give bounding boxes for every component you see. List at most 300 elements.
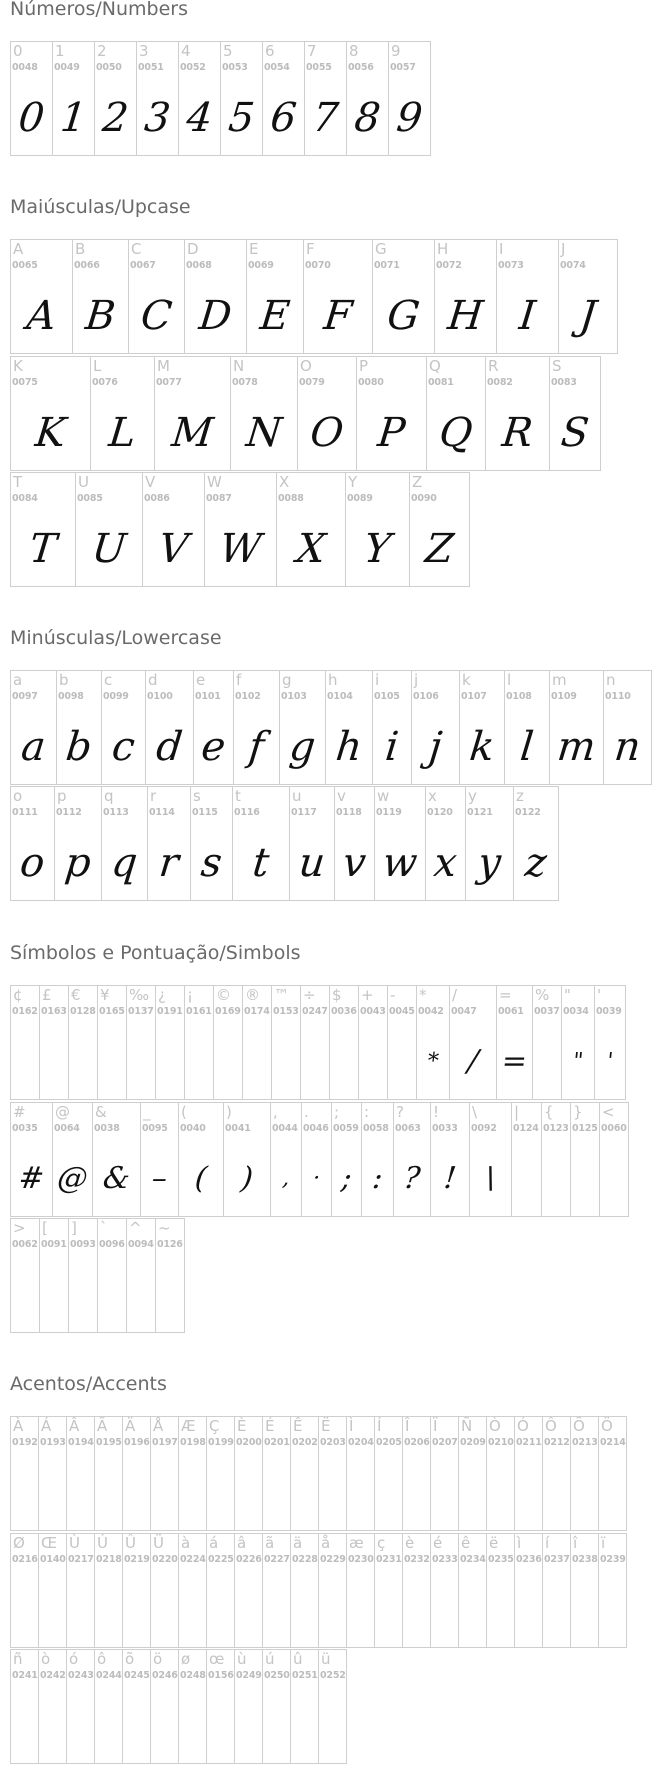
glyph-char-label: ) [226, 1103, 232, 1121]
glyph-char-label: ¿ [158, 986, 166, 1004]
glyph-code-label: 0224 [180, 1554, 206, 1565]
glyph-sample: , [281, 1166, 291, 1191]
glyph-sample [66, 1455, 95, 1530]
glyph-char-label: a [13, 671, 23, 689]
glyph-char-label: $ [332, 986, 342, 1004]
glyph-sample [94, 1688, 123, 1763]
glyph-char-label: \ [472, 1103, 478, 1121]
glyph-code-label: 0115 [192, 807, 218, 818]
glyph-code-label: 0193 [40, 1437, 66, 1448]
glyph-sample: b [63, 723, 95, 770]
glyph-sample: D [197, 292, 234, 339]
glyph-char-label: é [433, 1534, 443, 1552]
glyph-sample: = [500, 1044, 529, 1079]
glyph-code-label: 0229 [320, 1554, 346, 1565]
glyph-code-label: 0098 [58, 691, 84, 702]
glyph-char-label: 8 [349, 42, 359, 60]
glyph-cell [430, 1102, 470, 1217]
glyph-cell [246, 239, 304, 354]
glyph-sample [155, 1024, 185, 1099]
glyph-cell [10, 1218, 40, 1333]
glyph-sample [402, 1572, 431, 1647]
glyph-sample: i [383, 723, 401, 770]
glyph-char-label: Z [412, 473, 423, 491]
glyph-code-label: 0204 [348, 1437, 374, 1448]
glyph-sample [122, 1572, 151, 1647]
glyph-char-label: " [564, 986, 571, 1004]
glyph-cell [465, 786, 514, 901]
glyph-sample: h [333, 723, 365, 770]
glyph-code-label: 0093 [70, 1239, 96, 1250]
glyph-code-label: 0060 [601, 1123, 627, 1134]
glyph-cell [496, 985, 533, 1100]
glyph-sample [514, 1572, 543, 1647]
glyph-sample [234, 1688, 263, 1763]
glyph-code-label: 0110 [605, 691, 631, 702]
glyph-sample: t [250, 839, 272, 886]
glyph-code-label: 0137 [128, 1006, 154, 1017]
glyph-char-label: Q [429, 357, 441, 375]
glyph-sample: y [475, 839, 504, 886]
glyph-sample: ( [193, 1161, 209, 1196]
glyph-cell [598, 1533, 627, 1648]
glyph-code-label: 0070 [305, 260, 331, 271]
glyph-sample: n [612, 723, 643, 770]
glyph-char-label: ä [293, 1534, 303, 1552]
glyph-code-label: 0206 [404, 1437, 430, 1448]
glyph-cell [262, 1416, 291, 1531]
glyph-code-label: 0194 [68, 1437, 94, 1448]
glyph-char-label: ¢ [13, 986, 23, 1004]
glyph-cell [10, 356, 91, 471]
glyph-cell [434, 239, 497, 354]
glyph-cell [425, 786, 466, 901]
glyph-code-label: 0203 [320, 1437, 346, 1448]
glyph-cell [469, 1102, 512, 1217]
glyph-char-label: H [437, 240, 449, 258]
glyph-char-label: N [233, 357, 245, 375]
glyph-cell [329, 985, 359, 1100]
glyph-cell [458, 1416, 487, 1531]
glyph-code-label: 0238 [572, 1554, 598, 1565]
glyph-code-label: 0082 [487, 377, 513, 388]
glyph-cell [136, 41, 179, 156]
glyph-sample [234, 1455, 263, 1530]
glyph-sample: R [500, 409, 535, 456]
glyph-cell [346, 1533, 375, 1648]
glyph-row [10, 670, 651, 786]
glyph-char-label: b [59, 671, 69, 689]
glyph-sample: Z [423, 525, 456, 572]
glyph-code-label: 0056 [348, 62, 374, 73]
glyph-char-label: Ë [321, 1417, 331, 1435]
glyph-char-label: Ï [433, 1417, 438, 1435]
glyph-char-label: 0 [13, 42, 23, 60]
glyph-sample: f [246, 723, 267, 770]
glyph-char-label: / [452, 986, 458, 1004]
glyph-sample: m [555, 723, 598, 770]
glyph-cell [150, 1416, 179, 1531]
glyph-sample: 4 [184, 94, 215, 141]
glyph-sample: q [109, 839, 140, 886]
glyph-sample: B [83, 292, 118, 339]
glyph-code-label: 0041 [225, 1123, 251, 1134]
glyph-sample: H [445, 292, 486, 339]
glyph-sample [126, 1257, 156, 1332]
glyph-sample [150, 1572, 179, 1647]
glyph-code-label: 0243 [68, 1670, 94, 1681]
glyph-cell [155, 985, 185, 1100]
glyph-cell [10, 670, 57, 785]
glyph-char-label: ¡ [187, 986, 194, 1004]
glyph-cell [262, 1649, 291, 1764]
glyph-sample: / [466, 1044, 480, 1079]
glyph-sample: S [558, 409, 592, 456]
glyph-sample [290, 1688, 319, 1763]
glyph-char-label: f [236, 671, 242, 689]
glyph-cell [318, 1533, 347, 1648]
glyph-char-label: 9 [391, 42, 401, 60]
glyph-char-label: s [193, 787, 201, 805]
glyph-char-label: 3 [139, 42, 149, 60]
glyph-char-label: Â [69, 1417, 80, 1435]
glyph-code-label: 0081 [428, 377, 454, 388]
glyph-cell [416, 985, 450, 1100]
glyph-code-label: 0035 [12, 1123, 38, 1134]
glyph-char-label: ; [334, 1103, 340, 1121]
glyph-cell [122, 1649, 151, 1764]
glyph-code-label: 0058 [363, 1123, 389, 1134]
glyph-char-label: ' [597, 986, 602, 1004]
glyph-cell [289, 786, 335, 901]
glyph-cell [52, 1102, 93, 1217]
glyph-cell [334, 786, 375, 901]
glyph-char-label: e [196, 671, 206, 689]
glyph-cell [234, 1533, 263, 1648]
glyph-cell [542, 1416, 571, 1531]
glyph-char-label: œ [209, 1650, 225, 1668]
glyph-code-label: 0118 [336, 807, 362, 818]
glyph-code-label: 0228 [292, 1554, 318, 1565]
glyph-code-label: 0100 [147, 691, 173, 702]
glyph-code-label: 0198 [180, 1437, 206, 1448]
glyph-cell [10, 472, 76, 587]
glyph-row [10, 239, 617, 355]
glyph-sample: 3 [142, 94, 173, 141]
glyph-char-label: o [13, 787, 23, 805]
glyph-code-label: 0200 [236, 1437, 262, 1448]
glyph-sample: F [321, 292, 355, 339]
glyph-char-label: å [321, 1534, 331, 1552]
glyph-char-label: Ñ [461, 1417, 473, 1435]
glyph-code-label: 0249 [236, 1670, 262, 1681]
glyph-sample [541, 1141, 571, 1216]
glyph-cell [514, 1416, 543, 1531]
glyph-sample [38, 1688, 67, 1763]
glyph-code-label: 0237 [544, 1554, 570, 1565]
glyph-cell [97, 1218, 127, 1333]
glyph-cell [38, 1533, 67, 1648]
glyph-char-label: M [157, 357, 170, 375]
glyph-cell [393, 1102, 431, 1217]
glyph-sample: W [217, 525, 264, 572]
glyph-char-label: ® [245, 986, 260, 1004]
glyph-char-label: Ò [489, 1417, 501, 1435]
section-title-accents: Acentos/Accents [10, 1373, 167, 1395]
glyph-code-label: 0092 [471, 1123, 497, 1134]
glyph-sample [150, 1455, 179, 1530]
glyph-cell [126, 985, 156, 1100]
glyph-char-label: ] [71, 1219, 77, 1237]
glyph-code-label: 0236 [516, 1554, 542, 1565]
glyph-cell [290, 1649, 319, 1764]
glyph-cell [10, 786, 55, 901]
glyph-sample [542, 1572, 571, 1647]
glyph-char-label: l [507, 671, 512, 689]
glyph-code-label: 0248 [180, 1670, 206, 1681]
glyph-cell [409, 472, 470, 587]
glyph-sample: Q [437, 409, 475, 456]
glyph-char-label: ó [69, 1650, 79, 1668]
glyph-cell [122, 1416, 151, 1531]
glyph-cell [485, 356, 550, 471]
glyph-sample [598, 1572, 627, 1647]
glyph-cell [190, 786, 233, 901]
glyph-code-label: 0216 [12, 1554, 38, 1565]
glyph-cell [549, 670, 604, 785]
glyph-code-label: 0104 [327, 691, 353, 702]
glyph-sample: N [244, 409, 284, 456]
glyph-code-label: 0042 [418, 1006, 444, 1017]
glyph-char-label: S [552, 357, 562, 375]
glyph-sample [68, 1024, 98, 1099]
glyph-cell [68, 1218, 98, 1333]
glyph-code-label: 0250 [264, 1670, 290, 1681]
glyph-char-label: c [104, 671, 113, 689]
glyph-char-label: D [187, 240, 199, 258]
glyph-cell [178, 1416, 207, 1531]
glyph-code-label: 0090 [411, 493, 437, 504]
glyph-cell [270, 1102, 302, 1217]
glyph-char-label: - [390, 986, 396, 1004]
glyph-cell [10, 985, 40, 1100]
glyph-sample [94, 1455, 123, 1530]
glyph-sample: 0 [16, 94, 47, 141]
glyph-code-label: 0197 [152, 1437, 178, 1448]
glyph-sample [66, 1572, 95, 1647]
glyph-sample [10, 1572, 39, 1647]
glyph-code-label: 0089 [347, 493, 373, 504]
glyph-char-label: ( [181, 1103, 187, 1121]
glyph-cell [486, 1533, 515, 1648]
glyph-char-label: V [145, 473, 156, 491]
glyph-char-label: 2 [97, 42, 107, 60]
glyph-code-label: 0241 [12, 1670, 38, 1681]
glyph-char-label: Ø [13, 1534, 25, 1552]
glyph-sample [598, 1455, 627, 1530]
glyph-row [10, 786, 558, 902]
glyph-char-label: | [514, 1103, 520, 1121]
glyph-char-label: ê [461, 1534, 471, 1552]
glyph-cell [297, 356, 357, 471]
glyph-char-label: Ã [97, 1417, 108, 1435]
glyph-char-label: k [462, 671, 471, 689]
glyph-sample [346, 1572, 375, 1647]
glyph-char-label: Û [125, 1534, 136, 1552]
glyph-sample [155, 1257, 185, 1332]
glyph-cell [570, 1416, 599, 1531]
glyph-char-label: : [364, 1103, 370, 1121]
glyph-code-label: 0233 [432, 1554, 458, 1565]
glyph-char-label: h [328, 671, 338, 689]
glyph-code-label: 0091 [41, 1239, 67, 1250]
glyph-cell [193, 670, 234, 785]
glyph-cell [223, 1102, 271, 1217]
glyph-cell [147, 786, 191, 901]
glyph-cell [75, 472, 143, 587]
glyph-sample [234, 1572, 263, 1647]
glyph-cell [68, 985, 98, 1100]
glyph-cell [449, 985, 497, 1100]
glyph-char-label: n [606, 671, 616, 689]
glyph-char-label: î [573, 1534, 578, 1552]
glyph-cell [128, 239, 185, 354]
glyph-char-label: ü [321, 1650, 331, 1668]
glyph-sample: r [157, 839, 181, 886]
glyph-char-label: d [148, 671, 158, 689]
glyph-code-label: 0053 [222, 62, 248, 73]
glyph-cell [318, 1649, 347, 1764]
glyph-cell [599, 1102, 629, 1217]
glyph-cell [301, 1102, 332, 1217]
glyph-sample: 7 [310, 94, 341, 141]
glyph-char-label: ë [489, 1534, 499, 1552]
glyph-sample [206, 1688, 235, 1763]
glyph-char-label: P [359, 357, 369, 375]
glyph-cell [549, 356, 601, 471]
glyph-sample: * [426, 1049, 440, 1074]
glyph-char-label: ! [433, 1103, 440, 1121]
glyph-sample: E [257, 292, 293, 339]
glyph-code-label: 0242 [40, 1670, 66, 1681]
glyph-code-label: 0213 [572, 1437, 598, 1448]
glyph-cell [346, 41, 389, 156]
glyph-cell [361, 1102, 394, 1217]
glyph-sample: : [370, 1161, 385, 1196]
glyph-code-label: 0073 [498, 260, 524, 271]
glyph-cell [94, 1416, 123, 1531]
glyph-code-label: 0191 [157, 1006, 183, 1017]
glyph-code-label: 0192 [12, 1437, 38, 1448]
glyph-char-label: u [292, 787, 302, 805]
glyph-code-label: 0064 [54, 1123, 80, 1134]
glyph-cell [234, 1416, 263, 1531]
glyph-code-label: 0112 [56, 807, 82, 818]
glyph-char-label: Ù [69, 1534, 80, 1552]
glyph-code-label: 0195 [96, 1437, 122, 1448]
glyph-sample: 8 [352, 94, 383, 141]
glyph-char-label: ‰ [129, 986, 150, 1004]
glyph-row [10, 41, 430, 157]
glyph-char-label: ã [265, 1534, 275, 1552]
glyph-char-label: ¥ [100, 986, 110, 1004]
glyph-code-label: 0165 [99, 1006, 125, 1017]
glyph-char-label: @ [55, 1103, 70, 1121]
glyph-code-label: 0048 [12, 62, 38, 73]
glyph-code-label: 0231 [376, 1554, 402, 1565]
glyph-sample [374, 1455, 403, 1530]
glyph-char-label: 6 [265, 42, 275, 60]
glyph-cell [513, 786, 559, 901]
glyph-sample [39, 1024, 69, 1099]
glyph-cell [558, 239, 618, 354]
glyph-cell [97, 985, 127, 1100]
glyph-sample [178, 1572, 207, 1647]
glyph-cell [561, 985, 595, 1100]
glyph-char-label: } [573, 1103, 583, 1121]
glyph-cell [10, 1649, 39, 1764]
glyph-code-label: 0061 [498, 1006, 524, 1017]
glyph-cell [150, 1533, 179, 1648]
glyph-code-label: 0050 [96, 62, 122, 73]
glyph-char-label: 7 [307, 42, 317, 60]
glyph-char-label: [ [42, 1219, 48, 1237]
glyph-char-label: Ç [209, 1417, 220, 1435]
glyph-char-label: 4 [181, 42, 191, 60]
glyph-code-label: 0199 [208, 1437, 234, 1448]
glyph-code-label: 0038 [94, 1123, 120, 1134]
glyph-char-label: È [237, 1417, 247, 1435]
glyph-sample: @ [55, 1161, 90, 1196]
glyph-char-label: J [561, 240, 566, 258]
glyph-sample: G [385, 292, 422, 339]
glyph-char-label: õ [125, 1650, 135, 1668]
glyph-char-label: ú [265, 1650, 275, 1668]
glyph-cell [325, 670, 373, 785]
glyph-cell [411, 670, 460, 785]
glyph-sample: a [19, 723, 48, 770]
glyph-sample: e [199, 723, 228, 770]
glyph-cell [54, 786, 102, 901]
glyph-char-label: C [131, 240, 142, 258]
glyph-char-label: Œ [41, 1534, 58, 1552]
glyph-code-label: 0162 [12, 1006, 38, 1017]
glyph-sample: j [426, 723, 445, 770]
glyph-sample: 5 [226, 94, 257, 141]
glyph-cell [126, 1218, 156, 1333]
glyph-cell [94, 41, 137, 156]
glyph-cell [496, 239, 559, 354]
glyph-sample [532, 1024, 562, 1099]
glyph-char-label: v [337, 787, 346, 805]
glyph-cell [290, 1416, 319, 1531]
glyph-code-label: 0239 [600, 1554, 626, 1565]
glyph-char-label: U [78, 473, 89, 491]
glyph-code-label: 0245 [124, 1670, 150, 1681]
glyph-code-label: 0074 [560, 260, 586, 271]
glyph-code-label: 0055 [306, 62, 332, 73]
glyph-sample [10, 1257, 40, 1332]
glyph-cell [178, 1533, 207, 1648]
glyph-sample: d [154, 723, 185, 770]
glyph-char-label: ™ [274, 986, 289, 1004]
glyph-char-label: L [93, 357, 102, 375]
glyph-cell [204, 472, 277, 587]
glyph-char-label: Ú [97, 1534, 108, 1552]
glyph-row [10, 1533, 626, 1649]
glyph-sample [486, 1455, 515, 1530]
glyph-char-label: < [602, 1103, 615, 1121]
